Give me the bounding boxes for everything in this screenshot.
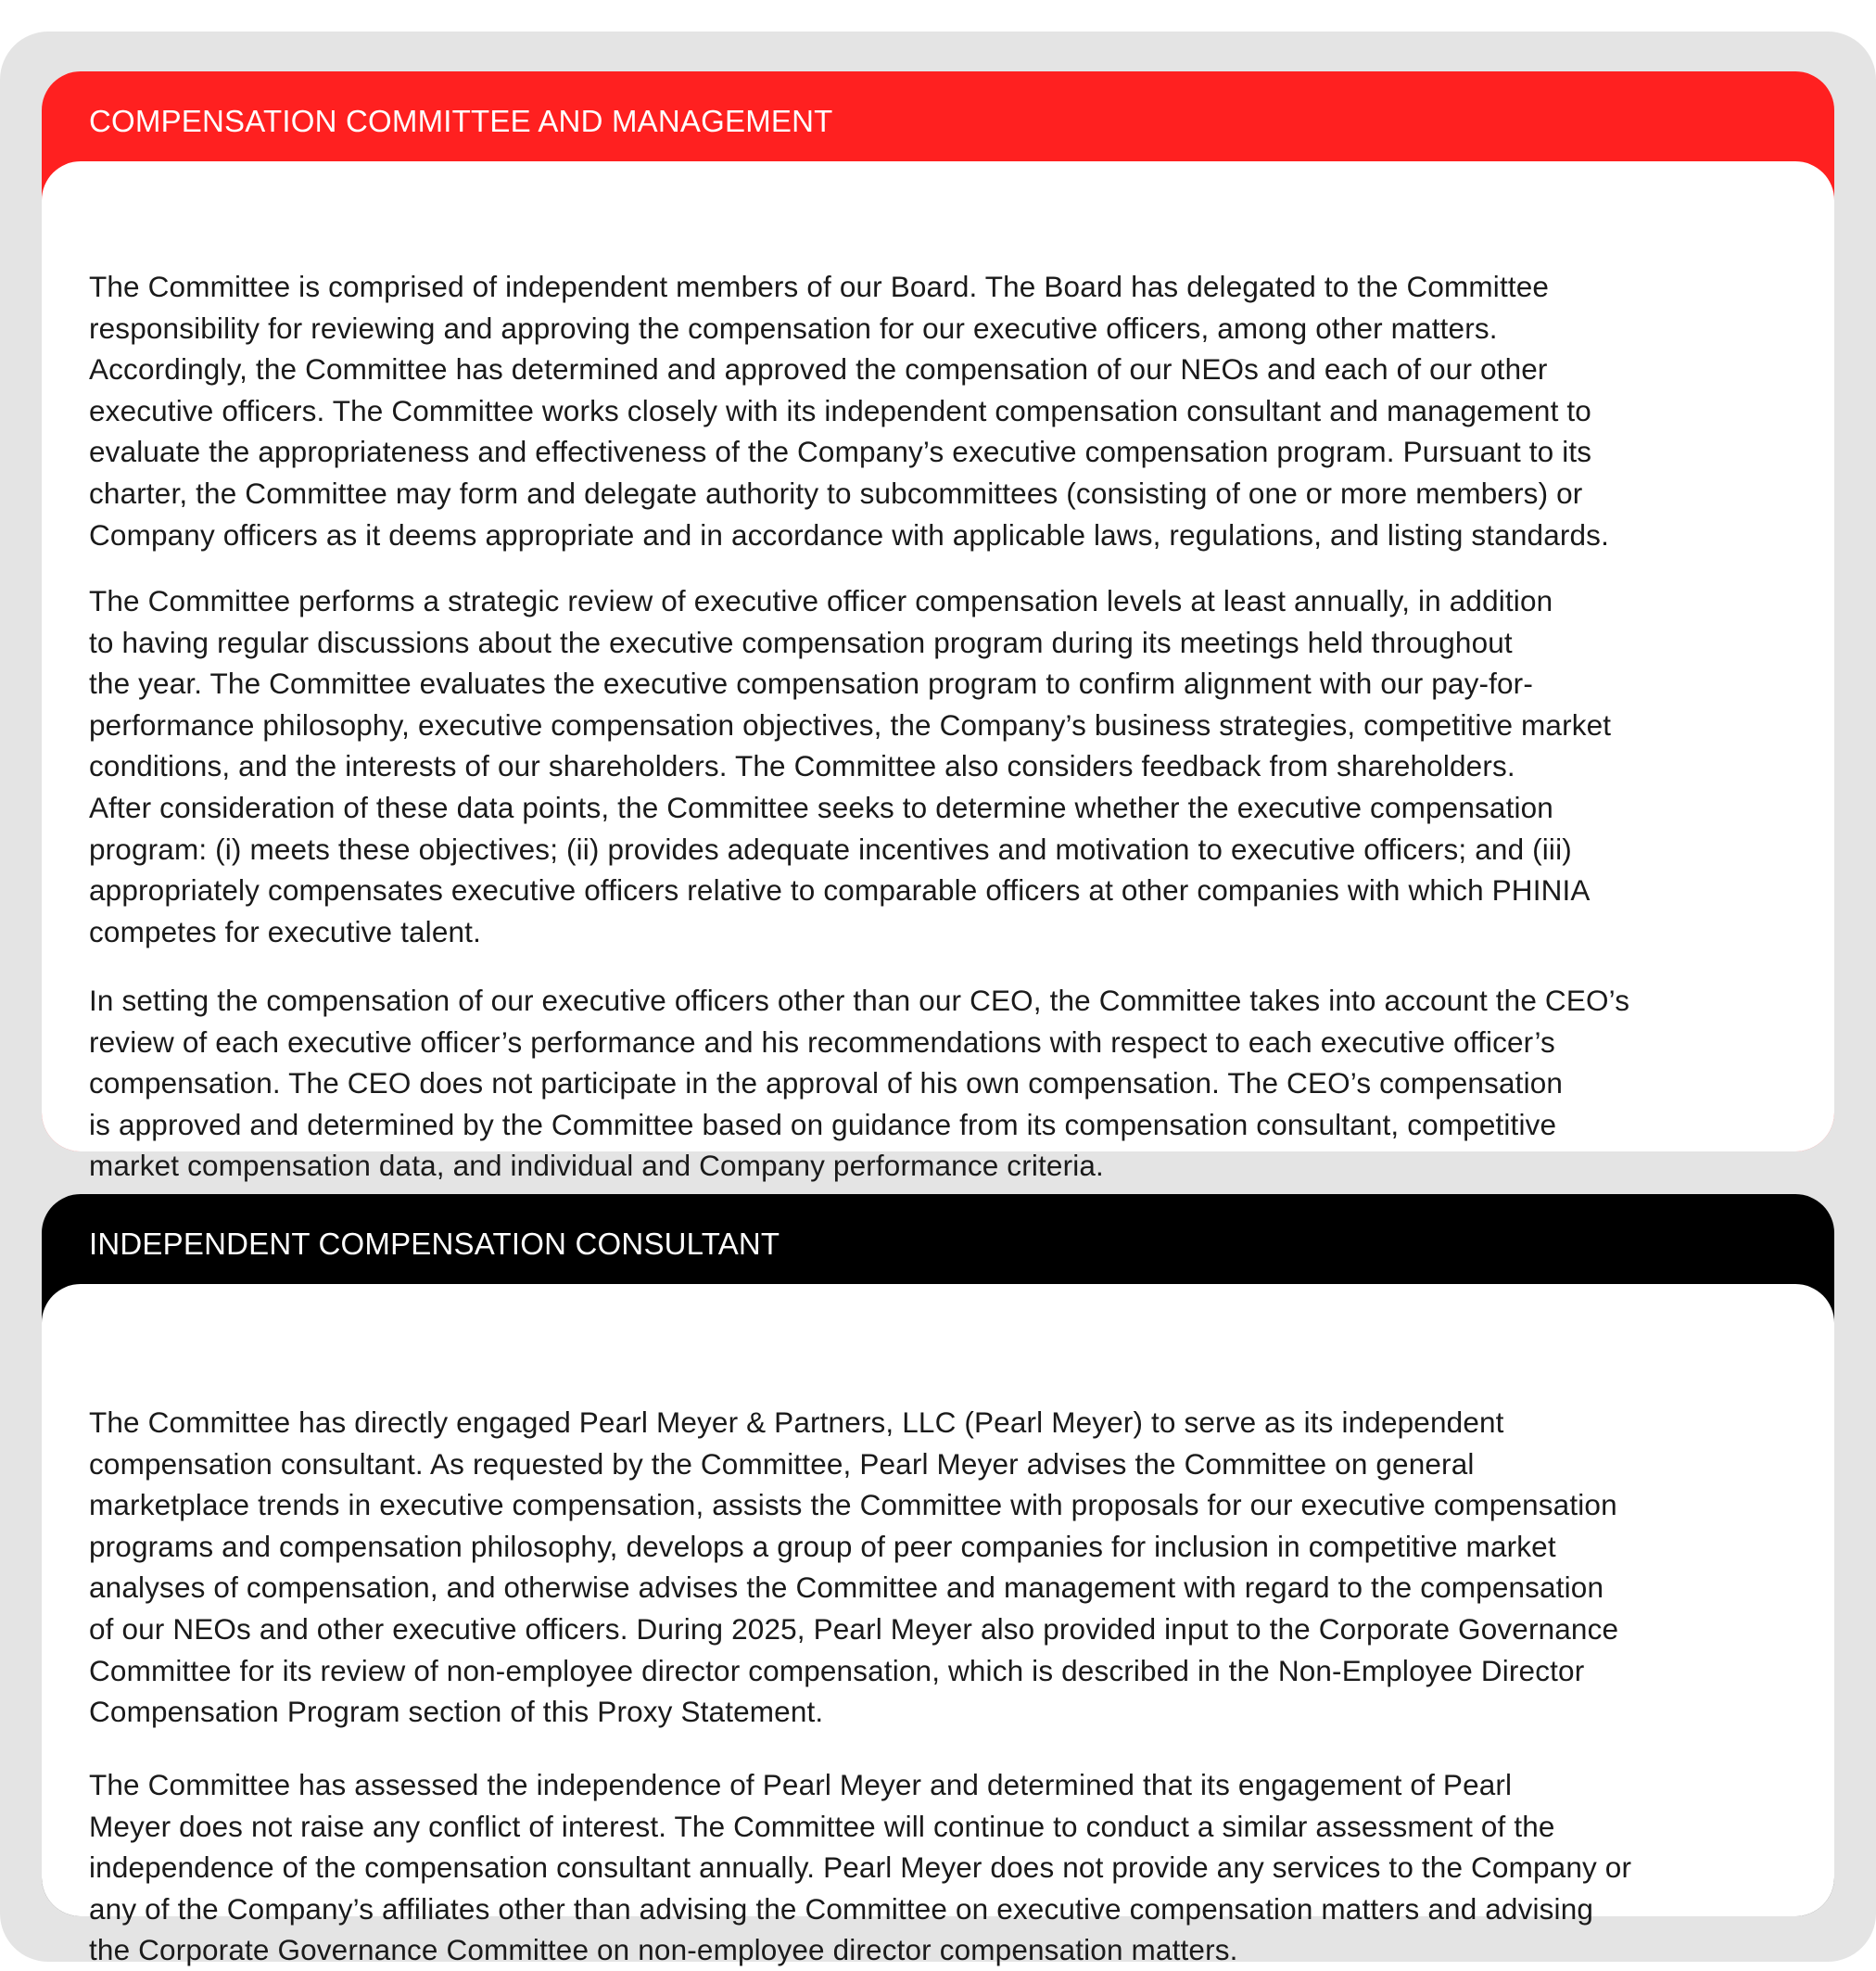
paragraph-line: The Committee performs a strategic review of executive officer compensation levels at least annually, in addition bbox=[89, 584, 1553, 617]
paragraph-line: Meyer does not raise any conflict of interest. The Committee will continue to conduct a similar assessment of the bbox=[89, 1809, 1555, 1843]
paragraph-line: performance philosophy, executive compensation objectives, the Company’s business strategies, competitive market bbox=[89, 707, 1612, 742]
paragraph bbox=[89, 266, 1832, 555]
paragraph-line: appropriately compensates executive officers relative to comparable officers at other companies with which PHINIA bbox=[89, 873, 1591, 908]
section-body bbox=[42, 1284, 1834, 1967]
paragraph-line: compensation consultant. As requested by the Committee, Pearl Meyer advises the Committee on general bbox=[89, 1446, 1475, 1481]
paragraph-line: any of the Company’s affiliates other than advising the Committee on executive compensation matters and advising bbox=[89, 1891, 1594, 1926]
paragraph bbox=[89, 980, 1832, 1187]
paragraph-line: Accordingly, the Committee has determined and approved the compensation of our NEOs and each of our other bbox=[89, 352, 1548, 387]
paragraph bbox=[89, 1764, 1832, 1971]
paragraph-line: Compensation Program section of this Proxy Statement. bbox=[89, 1695, 824, 1729]
paragraph-line: compensation. The CEO does not participate in the approval of his own compensation. The CEO’s compensation bbox=[89, 1066, 1564, 1100]
paragraph-line: competes for executive talent. bbox=[89, 914, 481, 948]
paragraph-line: responsibility for reviewing and approving the compensation for our executive officers, among other matters. bbox=[89, 311, 1498, 345]
paragraph-line: After consideration of these data points, the Committee seeks to determine whether the executive compensation bbox=[89, 790, 1553, 824]
paragraph-line: the year. The Committee evaluates the executive compensation program to confirm alignment with our pay-for- bbox=[89, 667, 1533, 701]
paragraph-line: market compensation data, and individual and Company performance criteria. bbox=[89, 1149, 1104, 1183]
paragraph-line: conditions, and the interests of our shareholders. The Committee also considers feedback from shareholders. bbox=[89, 749, 1515, 783]
section-title: COMPENSATION COMMITTEE AND MANAGEMENT bbox=[89, 104, 833, 138]
paragraph-line: is approved and determined by the Committee based on guidance from its compensation consultant, competitive bbox=[89, 1107, 1557, 1141]
paragraph bbox=[89, 580, 1832, 952]
paragraph-line: to having regular discussions about the executive compensation program during its meetings held throughout bbox=[89, 625, 1513, 659]
paragraph-line: In setting the compensation of our executive officers other than our CEO, the Committee takes into account the CEO’s bbox=[89, 984, 1630, 1017]
paragraph-line: Company officers as it deems appropriate and in accordance with applicable laws, regulations, and listing standards. bbox=[89, 517, 1609, 552]
paragraph-line: charter, the Committee may form and delegate authority to subcommittees (consisting of one or more members) or bbox=[89, 476, 1583, 510]
paragraph-line: of our NEOs and other executive officers. During 2025, Pearl Meyer also provided input to the Corporate Governance bbox=[89, 1611, 1619, 1646]
section-independent-consultant bbox=[42, 1194, 1834, 1967]
paragraph-line: evaluate the appropriateness and effectiveness of the Company’s executive compensation program. Pursuant to its bbox=[89, 435, 1592, 469]
paragraph-line: executive officers. The Committee works closely with its independent compensation consultant and management to bbox=[89, 393, 1591, 427]
paragraph-line: The Committee has directly engaged Pearl Meyer & Partners, LLC (Pearl Meyer) to serve as its independent bbox=[89, 1405, 1504, 1439]
paragraph-line: program: (i) meets these objectives; (ii) provides adequate incentives and motivation to executive officers; and (iii) bbox=[89, 832, 1572, 866]
paragraph-line: programs and compensation philosophy, develops a group of peer companies for inclusion in competitive market bbox=[89, 1529, 1556, 1563]
paragraph-line: the Corporate Governance Committee on non-employee director compensation matters. bbox=[89, 1933, 1238, 1967]
paragraph-line: The Committee is comprised of independent members of our Board. The Board has delegated to the Committee bbox=[89, 270, 1550, 303]
section-title: INDEPENDENT COMPENSATION CONSULTANT bbox=[89, 1227, 780, 1261]
section-body bbox=[42, 161, 1834, 1183]
paragraph bbox=[89, 1402, 1832, 1733]
paragraph-line: Committee for its review of non-employee director compensation, which is described in the Non-Employee Director bbox=[89, 1653, 1585, 1687]
section-compensation-committee bbox=[42, 71, 1834, 1183]
paragraph-line: independence of the compensation consultant annually. Pearl Meyer does not provide any services to the Company or bbox=[89, 1850, 1632, 1885]
paragraph-line: review of each executive officer’s performance and his recommendations with respect to each executive officer’s bbox=[89, 1024, 1555, 1059]
paragraph-line: analyses of compensation, and otherwise advises the Committee and management with regard to the compensation bbox=[89, 1570, 1604, 1605]
paragraph-line: The Committee has assessed the independence of Pearl Meyer and determined that its engagement of Pearl bbox=[89, 1768, 1513, 1801]
paragraph-line: marketplace trends in executive compensation, assists the Committee with proposals for our executive compensation bbox=[89, 1488, 1617, 1522]
